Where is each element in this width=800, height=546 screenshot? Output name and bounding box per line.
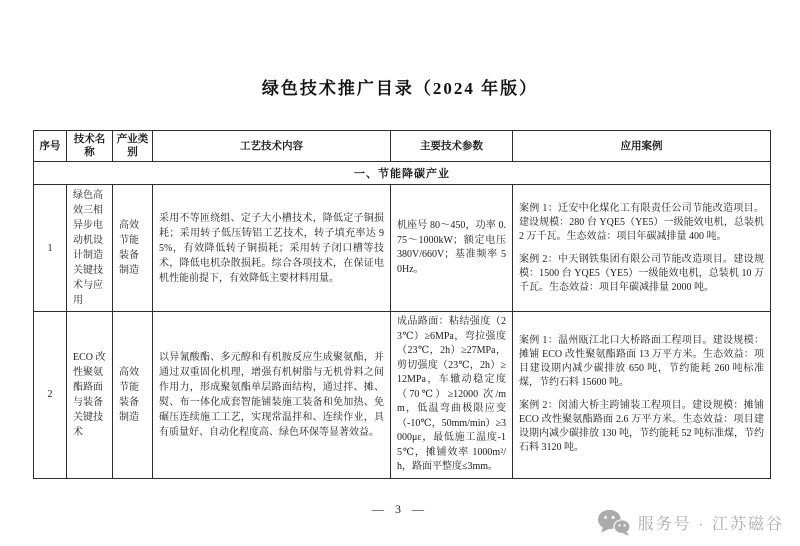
cell-industry-category: 高效节能装备制造 bbox=[113, 312, 153, 479]
case-paragraph: 案例 1：温州瓯江北口大桥路面工程项目。建设规模：摊铺 ECO 改性聚氨酯路面 13 万平方米。生态效益：项目建设期内减少碳排放 650 吨，节约能耗 260 吨标准煤，节约石料 15600 吨。 bbox=[519, 335, 764, 389]
col-header-process-content: 工艺技术内容 bbox=[153, 131, 391, 162]
page-title: 绿色技术推广目录（2024 年版） bbox=[261, 79, 539, 98]
section-title: 一、节能降碳产业 bbox=[34, 162, 771, 185]
col-header-tech-name: 技术名称 bbox=[67, 131, 113, 162]
cell-tech-name: ECO 改性聚氨酯路面与装备关键技术 bbox=[67, 312, 113, 479]
col-header-main-parameters: 主要技术参数 bbox=[391, 131, 513, 162]
case-paragraph: 案例 1：迁安中化煤化工有限责任公司节能改造项目。建设规模：280 台 YQE5（YE5）一级能效电机，总装机 2 万千瓦。生态效益：项目年碳减排量 400 吨。 bbox=[519, 202, 764, 242]
cell-process-content: 采用不等匝绕组、定子大小槽技术，降低定子铜损耗；采用转子低压铸铝工艺技术，转子填充率达 95%，有效降低转子铜损耗；采用转子闭口槽等技术，降低电机杂散损耗。综合各项技术，在保证电机性能前提下，有效降低主要材料用量。 bbox=[153, 185, 391, 312]
section-row bbox=[34, 162, 771, 185]
watermark-label: 服务号 · 江苏磁谷 bbox=[637, 516, 784, 533]
case-paragraph: 案例 2：闵浦大桥主跨铺装工程项目。建设规模：摊铺 ECO 改性聚氨酯路面 2.6 万平方米。生态效益：项目建设期内减少碳排放 130 吨，节约能耗 52 吨标准煤，节约石料 3120 吨。 bbox=[519, 400, 764, 454]
col-header-industry-category: 产业类别 bbox=[113, 131, 153, 162]
cell-main-parameters: 成品路面：粘结强度（23℃）≥6MPa，弯拉强度（23℃，2h）≥27MPa，剪切强度（23℃，2h）≥12MPa，车辙动稳定度（70℃）≥12000 次/mm，低温弯曲极限应变（-10℃，50mm/min）≥3000με，最低施工温度-15℃，摊铺效率 1000m²/h，路面平整度≤3mm。 bbox=[391, 312, 513, 479]
cell-index: 2 bbox=[34, 312, 67, 479]
table-row bbox=[34, 312, 771, 479]
table-header-row bbox=[34, 131, 771, 162]
col-header-index: 序号 bbox=[34, 131, 67, 162]
cell-industry-category: 高效节能装备制造 bbox=[113, 185, 153, 312]
cell-application-cases bbox=[513, 312, 771, 479]
wechat-service-watermark bbox=[597, 509, 784, 536]
cell-process-content: 以异氰酸酯、多元醇和有机胺反应生成聚氨酯，并通过双重固化机理，增强有机树脂与无机骨料之间作用力，形成聚氨酯单层路面结构，通过拌、摊、熨、布一体化成套智能铺装施工装备和免加热、免碾压连续施工工艺，实现常温拌和、连续作业，具有质量好、自动化程度高、绿色环保等显著效益。 bbox=[153, 312, 391, 479]
page-number: — 3 — bbox=[372, 502, 428, 516]
cell-tech-name: 绿色高效三相异步电动机设计制造关键技术与应用 bbox=[67, 185, 113, 312]
table-row bbox=[34, 185, 771, 312]
cell-main-parameters: 机座号 80～450，功率 0.75～1000kW；额定电压 380V/660V；基准频率 50Hz。 bbox=[391, 185, 513, 312]
wechat-icon bbox=[597, 509, 631, 536]
green-tech-catalog-table bbox=[33, 130, 771, 479]
col-header-application-cases: 应用案例 bbox=[513, 131, 771, 162]
cell-application-cases bbox=[513, 185, 771, 312]
case-paragraph: 案例 2：中天钢铁集团有限公司节能改造项目。建设规模：1500 台 YQE5（YE5）一级能效电机，总装机 10 万千瓦。生态效益：项目年碳减排量 2000 吨。 bbox=[519, 253, 764, 293]
cell-index: 1 bbox=[34, 185, 67, 312]
